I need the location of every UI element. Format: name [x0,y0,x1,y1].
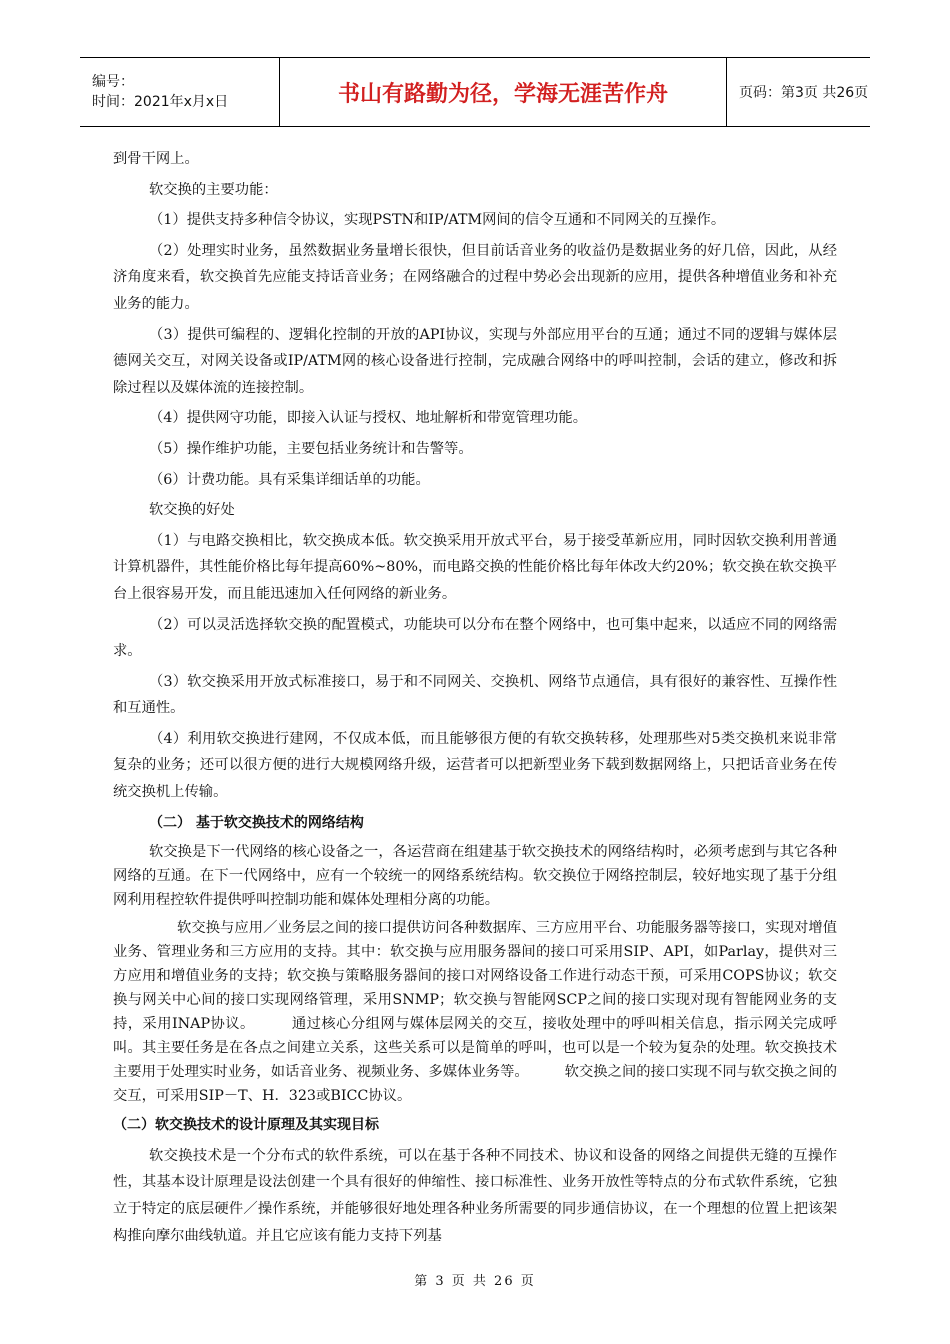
paragraph: 软交换与应用／业务层之间的接口提供访问各种数据库、三方应用平台、功能服务器等接口，实现对增值业务、管理业务和三方应用的支持。其中：软交换与应用服务器间的接口可采用SIP、API，如Parlay，提供对三方应用和增值业务的支持；软交换与策略服务器间的接口对网络设备工作进行动态干预，可采用COPS协议；软交换与网关中心间的接口实现网络管理，采用SNMP；软交换与智能网SCP之间的接口实现对现有智能网业务的支持，采用INAP协议。 通过核心分组网与媒体层网关的交互，接收处理中的呼叫相关信息，指示网关完成呼叫。其主要任务是在各点之间建立关系，这些关系可以是简单的呼叫，也可以是一个较为复杂的处理。软交换技术主要用于处理实时业务，如话音业务、视频业务、多媒体业务等。 软交换之间的接口实现不同与软交换之间的交互，可采用SIP－T、H．323或BICC协议。 [113,920,837,1105]
paragraph: （4）利用软交换进行建网，不仅成本低，而且能够很方便的有软交换转移，处理那些对5类交换机来说非常复杂的业务；还可以很方便的进行大规模网络升级，运营者可以把新型业务下载到数据网络上，只把话音业务在传统交换机上传输。 [113,730,837,801]
document-date: 时间：2021年x月x日 [92,94,229,110]
paragraph: （4）提供网守功能，即接入认证与授权、地址解析和带宽管理功能。 [149,410,587,427]
paragraph: （6）计费功能。具有采集详细话单的功能。 [149,471,430,488]
paragraph: 软交换是下一代网络的核心设备之一，各运营商在组建基于软交换技术的网络结构时，必须考虑到与其它各种网络的互通。在下一代网络中，应有一个较统一的网络系统结构。软交换位于网络控制层，较好地实现了基于分组网利用程控软件提供呼叫控制功能和媒体处理相分离的功能。 [113,844,837,909]
paragraph: （5）操作维护功能，主要包括业务统计和告警等。 [149,440,473,457]
motto-text: 书山有路勤为径，学海无涯苦作舟 [337,81,668,107]
paragraph: （3）提供可编程的、逻辑化控制的开放的API协议，实现与外部应用平台的互通；通过不同的逻辑与媒体层德网关交互，对网关设备或IP/ATM网的核心设备进行控制，完成融合网络中的呼叫控制，会话的建立，修改和拆除过程以及媒体流的连接控制。 [113,326,837,396]
header-meta [80,58,280,126]
subheading: 软交换的好处 [149,502,235,519]
paragraph: 到骨干网上。 [113,151,199,167]
header-page-code [727,58,870,126]
page-code-text: 页码：第3页 共26页 [739,85,869,101]
paragraph: 软交换技术是一个分布式的软件系统，可以在基于各种不同技术、协议和设备的网络之间提供无缝的互操作性，其基本设计原理是设法创建一个具有很好的伸缩性、接口标准性、业务开放性等特点的分布式软件系统，它独立于特定的底层硬件／操作系统，并能够很好地处理各种业务所需要的同步通信协议，在一个理想的位置上把该架构推向摩尔曲线轨道。并且它应该有能力支持下列基 [113,1147,837,1244]
section-heading: （二） 基于软交换技术的网络结构 [149,814,364,831]
paragraph: （1）与电路交换相比，软交换成本低。软交换采用开放式平台，易于接受革新应用，同时因软交换利用普通计算机器件，其性能价格比每年提高60%~80%，而电路交换的性能价格比每年体改大约20%；软交换在软交换平台上很容易开发，而且能迅速加入任何网络的新业务。 [113,532,837,602]
document-number-label: 编号： [92,74,134,90]
document-body [113,146,837,1249]
section-heading: （二）软交换技术的设计原理及其实现目标 [113,1117,379,1134]
paragraph: （2）处理实时业务，虽然数据业务量增长很快，但目前话音业务的收益仍是数据业务的好几倍，因此，从经济角度来看，软交换首先应能支持话音业务；在网络融合的过程中势必会出现新的应用，提供各种增值业务和补充业务的能力。 [113,242,837,312]
paragraph: （3）软交换采用开放式标准接口，易于和不同网关、交换机、网络节点通信，具有很好的兼容性、互操作性和互通性。 [113,673,837,717]
page-footer [0,1270,950,1289]
page-header [80,57,870,127]
paragraph: （1）提供支持多种信令协议，实现PSTN和IP/ATM网间的信令互通和不同网关的互操作。 [149,212,726,229]
page-number: 第 3 页 共 26 页 [414,1274,536,1289]
paragraph: 软交换的主要功能： [149,181,278,198]
paragraph: （2）可以灵活选择软交换的配置模式，功能块可以分布在整个网络中，也可集中起来，以适应不同的网络需求。 [113,616,837,660]
header-motto [280,58,727,126]
